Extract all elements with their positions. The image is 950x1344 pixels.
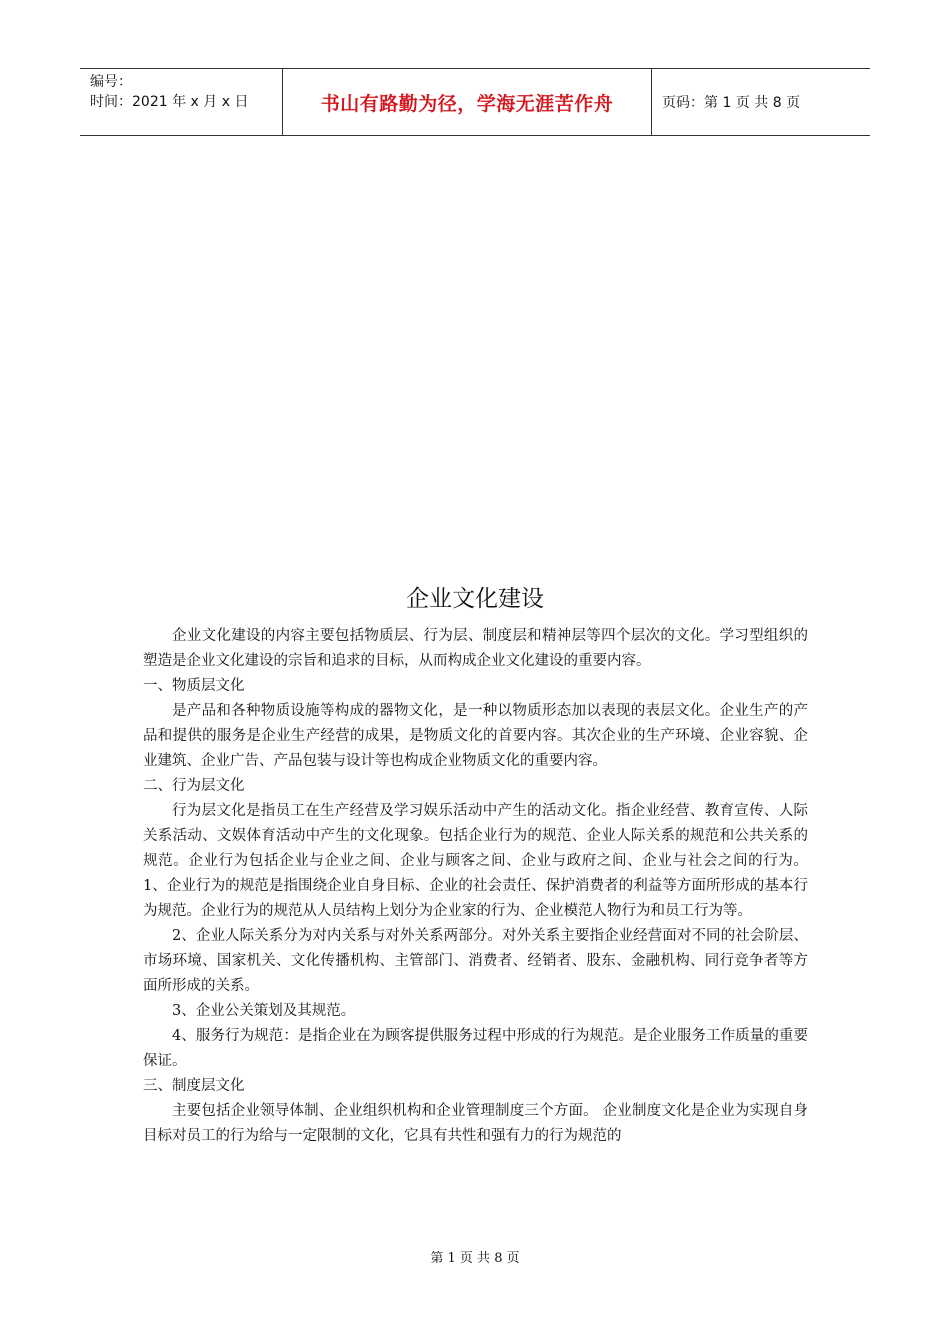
header-page-cell: [652, 69, 870, 135]
number-label: 编号：: [90, 74, 132, 90]
paragraph: 主要包括企业领导体制、企业组织机构和企业管理制度三个方面。 企业制度文化是企业为实现自身目标对员工的行为给与一定限制的文化，它具有共性和强有力的行为规范的: [143, 1103, 808, 1144]
motto: 书山有路勤为径，学海无涯苦作舟: [320, 92, 614, 115]
section-heading: 一、物质层文化: [143, 678, 245, 694]
time-label: 时间：2021 年 x 月 x 日: [90, 94, 249, 110]
paragraph: 4、服务行为规范：是指企业在为顾客提供服务过程中形成的行为规范。是企业服务工作质量的重要保证。: [143, 1028, 808, 1069]
section-heading: 二、行为层文化: [143, 778, 245, 794]
page-footer: 第 1 页 共 8 页: [430, 1251, 520, 1266]
document-body: [143, 624, 808, 1149]
paragraph: 企业文化建设的内容主要包括物质层、行为层、制度层和精神层等四个层次的文化。学习型组织的塑造是企业文化建设的宗旨和追求的目标，从而构成企业文化建设的重要内容。: [143, 628, 808, 669]
paragraph: 2、企业人际关系分为对内关系与对外关系两部分。对外关系主要指企业经营面对不同的社会阶层、市场环境、国家机关、文化传播机构、主管部门、消费者、经销者、股东、金融机构、同行竞争者等方面所形成的关系。: [143, 928, 808, 994]
document-header: [80, 68, 870, 136]
paragraph: 行为层文化是指员工在生产经营及学习娱乐活动中产生的活动文化。指企业经营、教育宣传、人际关系活动、文娱体育活动中产生的文化现象。包括企业行为的规范、企业人际关系的规范和公共关系的规范。企业行为包括企业与企业之间、企业与顾客之间、企业与政府之间、企业与社会之间的行为。 1、企业行为的规范是指围绕企业自身目标、企业的社会责任、保护消费者的利益等方面所形成的基本行为规范。企业行为的规范从人员结构上划分为企业家的行为、企业模范人物行为和员工行为等。: [143, 803, 808, 919]
document-title: 企业文化建设: [406, 586, 544, 612]
section-heading: 三、制度层文化: [143, 1078, 245, 1094]
header-motto-cell: [282, 69, 652, 135]
paragraph: 是产品和各种物质设施等构成的器物文化，是一种以物质形态加以表现的表层文化。企业生产的产品和提供的服务是企业生产经营的成果，是物质文化的首要内容。其次企业的生产环境、企业容貌、企业建筑、企业广告、产品包装与设计等也构成企业物质文化的重要内容。: [143, 703, 808, 769]
paragraph: 3、企业公关策划及其规范。: [172, 1003, 356, 1019]
header-meta: [80, 69, 282, 135]
page-code: 页码：第 1 页 共 8 页: [662, 95, 801, 111]
